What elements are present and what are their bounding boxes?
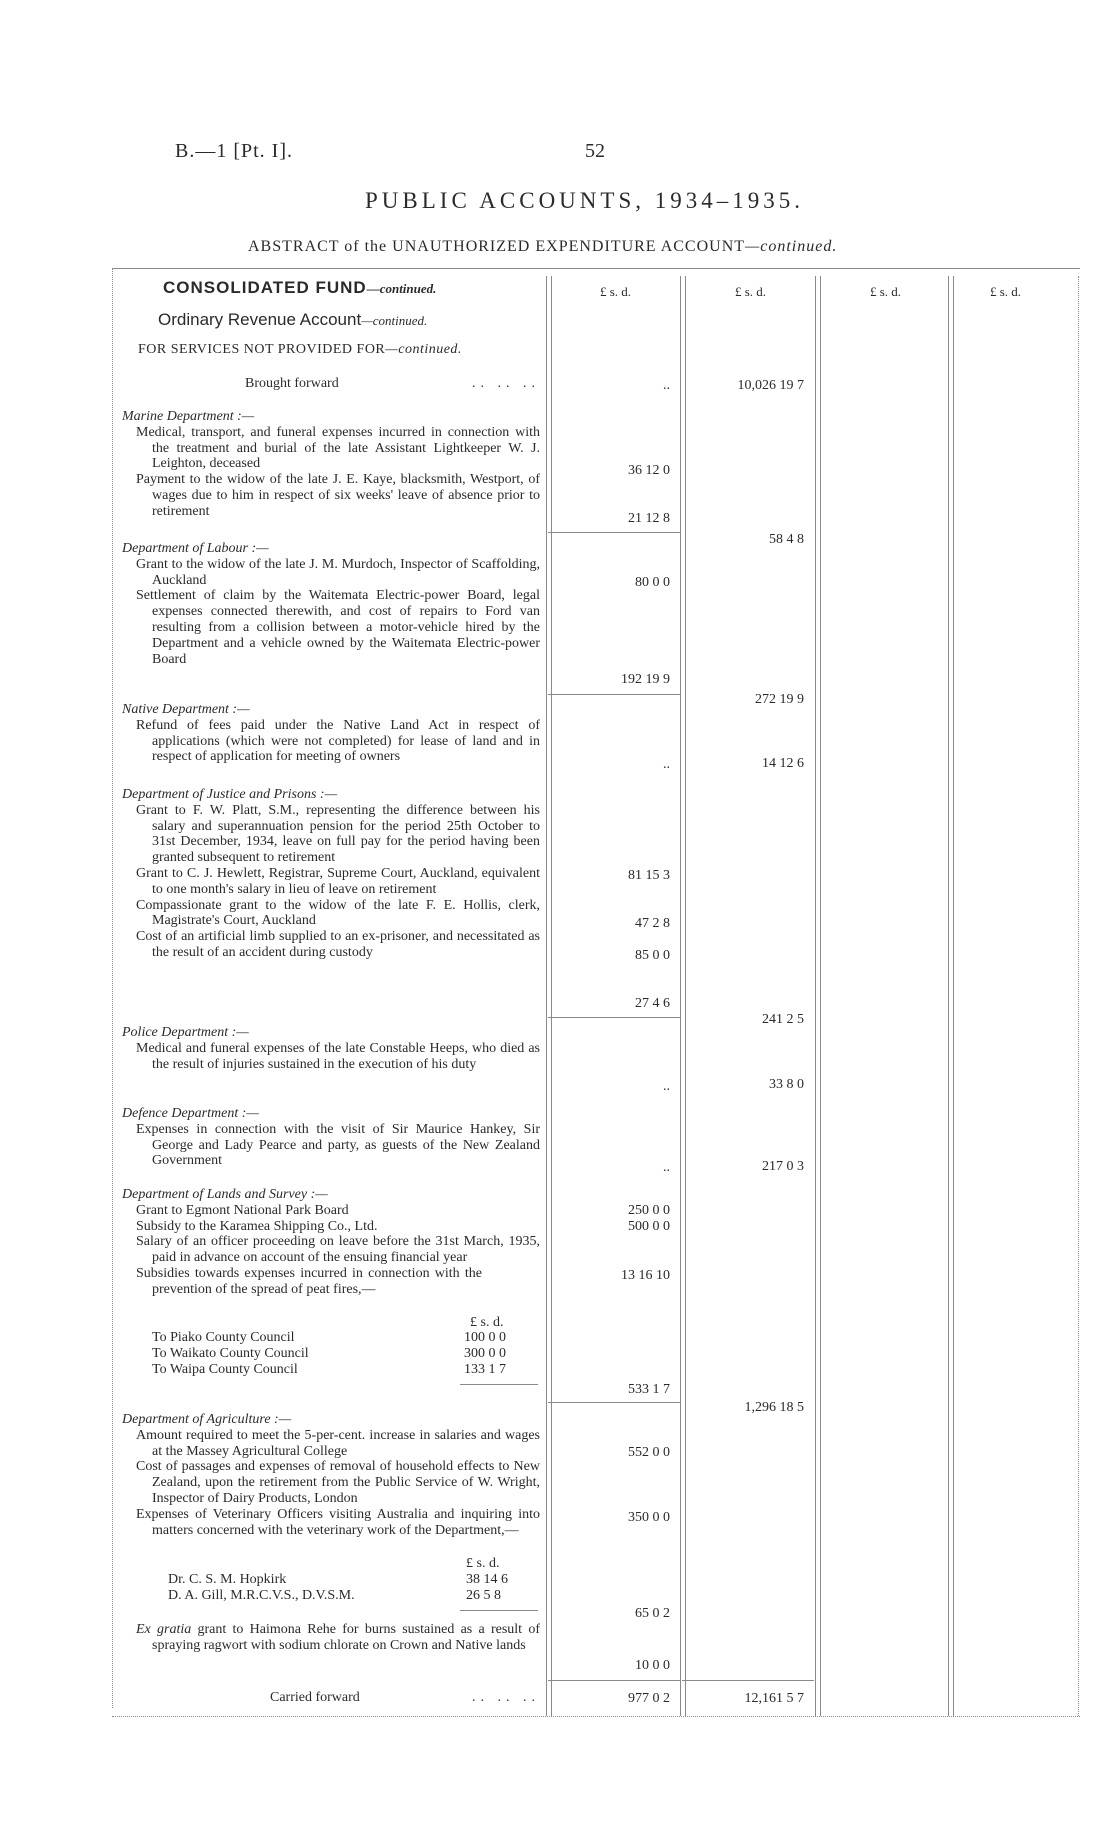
col-divider-4b [953,276,954,1716]
subtitle-main: ABSTRACT of the UNAUTHORIZED EXPENDITURE ACCOUNT [248,238,746,255]
col-divider-3 [815,276,816,1716]
justice-item-2-amount: 47 2 8 [635,916,670,931]
labour-item-1: Grant to the widow of the late J. M. Murdoch, Inspector of Scaffolding, Auckland [136,556,540,588]
lands-item-2: Subsidy to the Karamea Shipping Co., Ltd. [136,1218,378,1234]
agri-item-4-text: grant to Haimona Rehe for burns sustained as a result of spraying ragwort with sodium chlorate on Crown and Native lands [152,1622,540,1653]
defence-total: 217 0 3 [762,1159,804,1174]
lands-sub-header: £ s. d. [470,1315,504,1330]
justice-item-4: Cost of an artificial limb supplied to an ex-prisoner, and necessitated as the result of an accident during custody [136,929,540,960]
services-continued: —continued. [385,342,462,357]
marine-item-1: Medical, transport, and funeral expenses incurred in connection with the treatment and burial of the late Assistant Lightkeeper W. J. Leighton, deceased [136,424,540,472]
lands-sub-3-label: To Waipa County Council [152,1362,298,1377]
agri-item-4-block [122,1622,540,1654]
lands-item-2-amount: 500 0 0 [628,1219,670,1234]
lands-item-4-amount: 533 1 7 [628,1382,670,1397]
native-title: Native Department :— [122,702,250,717]
lands-item-3: Salary of an officer proceeding on leave before the 31st March, 1935, paid in advance on account of the ensuing financial year [136,1234,540,1266]
agri-sub-1-label: Dr. C. S. M. Hopkirk [168,1572,287,1587]
labour-title: Department of Labour :— [122,541,269,556]
defence-item-1: Expenses in connection with the visit of Sir Maurice Hankey, Sir George and Lady Pearce and party, as guests of the New Zealand Government [136,1121,540,1169]
agri-sub-2-label: D. A. Gill, M.R.C.V.S., D.V.S.M. [168,1588,355,1603]
labour-item-2: Settlement of claim by the Waitemata Electric-power Board, legal expenses connected therewith, and cost of repairs to Ford van resulting from a collision between a motor-vehicle hired by the Department and a vehicle owned by the Waitemata Electric-power Board [136,588,540,667]
native-c1: .. [663,757,670,772]
justice-item-1: Grant to F. W. Platt, S.M., representing the difference between his salary and superannuation pension for the period 25th October to 31st December, 1934, leave on full pay for the period having been granted subsequent to retirement [136,802,540,866]
police-c1: .. [663,1079,670,1094]
table-bottom-rule [112,1716,1080,1717]
defence-c1: .. [663,1160,670,1175]
agri-item-4-amount: 10 0 0 [635,1658,670,1673]
carried-forward-rule-top [548,1680,680,1681]
col-divider-4 [948,276,949,1716]
lands-title: Department of Lands and Survey :— [122,1187,328,1202]
police-title: Police Department :— [122,1025,249,1040]
police-section [122,1025,540,1072]
agri-sub-2-amount: 26 5 8 [466,1588,501,1603]
col-header-2: £ s. d. [735,284,767,299]
agri-item-2: Cost of passages and expenses of removal of household effects to New Zealand, upon the retirement from the Public Service of W. Wright, Inspector of Dairy Products, London [136,1459,540,1506]
col-header-1: £ s. d. [600,284,632,299]
lands-sub-3-amount: 133 1 7 [464,1362,506,1377]
col-divider-3b [820,276,821,1716]
agri-title: Department of Agriculture :— [122,1412,292,1427]
marine-section [122,409,540,520]
marine-item-1-amount: 36 12 0 [628,463,670,478]
lands-section [122,1187,540,1298]
agri-section [122,1412,540,1538]
agri-item-4 [122,1622,540,1654]
lands-item-3-amount: 13 16 10 [621,1268,670,1283]
justice-item-1-amount: 81 15 3 [628,868,670,883]
police-total: 33 8 0 [769,1077,804,1092]
col-header-3: £ s. d. [870,284,902,299]
frame-left [112,268,113,1708]
fund-continued: —continued. [366,281,437,296]
page-subtitle [248,238,837,256]
labour-total: 272 19 9 [755,692,804,707]
col-divider-1 [546,276,547,1716]
account-heading [158,310,427,330]
agri-item-2-amount: 350 0 0 [628,1510,670,1525]
lands-sub-1-label: To Piako County Council [152,1330,295,1345]
carried-forward-rule-top-2 [682,1680,814,1681]
agri-item-1-amount: 552 0 0 [628,1445,670,1460]
native-item-1: Refund of fees paid under the Native Land Act in respect of applications (which were not completed) for lease of land and in respect of application for meeting of owners [136,717,540,765]
agri-item-4-lead: Ex gratia [136,1622,192,1637]
lands-sub-2-amount: 300 0 0 [464,1346,506,1361]
marine-item-2: Payment to the widow of the late J. E. Kaye, blacksmith, Westport, of wages due to him in respect of six weeks' leave of absence prior to retirement [136,472,540,519]
subtitle-continued: —continued. [745,238,838,255]
brought-forward-c1: .. [663,378,670,393]
justice-subtotal-rule [548,1017,680,1018]
justice-item-3: Compassionate grant to the widow of the late F. E. Hollis, clerk, Magistrate's Court, Auckland [136,897,540,929]
lands-item-1: Grant to Egmont National Park Board [136,1202,349,1218]
marine-subtotal-rule [548,532,680,533]
lands-sub-rule [460,1384,538,1385]
services-title: FOR SERVICES NOT PROVIDED FOR [138,342,386,357]
col-header-4: £ s. d. [990,284,1022,299]
labour-item-2-amount: 192 19 9 [621,672,670,687]
page-reference: B.—1 [Pt. I]. [175,140,293,162]
page-number: 52 [585,140,605,162]
justice-item-4-amount: 27 4 6 [635,996,670,1011]
agri-item-1: Amount required to meet the 5-per-cent. increase in salaries and wages at the Massey Agricultural College [136,1427,540,1459]
justice-item-2: Grant to C. J. Hewlett, Registrar, Supreme Court, Auckland, equivalent to one month's salary in lieu of leave on retirement [136,865,540,897]
labour-section [122,541,540,667]
agri-sub-1-amount: 38 14 6 [466,1572,508,1587]
police-item-1: Medical and funeral expenses of the late Constable Heeps, who died as the result of injuries sustained in the execution of his duty [136,1040,540,1072]
native-section [122,702,540,765]
fund-title: CONSOLIDATED FUND [163,278,367,297]
col-divider-2 [680,276,681,1716]
labour-subtotal-rule [548,694,680,695]
marine-title: Marine Department :— [122,409,255,424]
justice-title: Department of Justice and Prisons :— [122,787,338,802]
agri-item-3-amount: 65 0 2 [635,1606,670,1621]
frame-right [1078,276,1079,1716]
page-title: PUBLIC ACCOUNTS, 1934–1935. [365,188,804,213]
carried-forward-label: Carried forward .. .. .. [270,1690,540,1705]
services-heading [138,342,462,358]
carried-forward-c2: 12,161 5 7 [744,1691,804,1706]
defence-section [122,1106,540,1169]
justice-section [122,787,540,961]
account-title: Ordinary Revenue Account [158,310,362,329]
agri-item-3: Expenses of Veterinary Officers visiting Australia and inquiring into matters concerned with the veterinary work of the Department,— [136,1506,540,1538]
native-total: 14 12 6 [762,756,804,771]
brought-forward-c2: 10,026 19 7 [737,378,804,393]
col-divider-2b [685,276,686,1716]
lands-subtotal-rule [548,1402,680,1403]
labour-item-1-amount: 80 0 0 [635,575,670,590]
marine-item-2-amount: 21 12 8 [628,511,670,526]
account-continued: —continued. [361,313,428,328]
fund-heading [163,278,436,298]
marine-total: 58 4 8 [769,532,804,547]
lands-sub-1-amount: 100 0 0 [464,1330,506,1345]
brought-forward-label: Brought forward .. .. .. [245,376,540,391]
defence-title: Defence Department :— [122,1106,259,1121]
lands-sub-2-label: To Waikato County Council [152,1346,309,1361]
lands-item-1-amount: 250 0 0 [628,1203,670,1218]
lands-item-4: Subsidies towards expenses incurred in connection with the prevention of the spread of peat fires,— [136,1265,482,1297]
lands-total: 1,296 18 5 [744,1400,804,1415]
justice-total: 241 2 5 [762,1012,804,1027]
justice-item-3-amount: 85 0 0 [635,948,670,963]
agri-sub-rule [460,1610,538,1611]
carried-forward-c1: 977 0 2 [628,1691,670,1706]
agri-sub-header: £ s. d. [466,1556,500,1571]
table-top-rule [112,268,1080,269]
